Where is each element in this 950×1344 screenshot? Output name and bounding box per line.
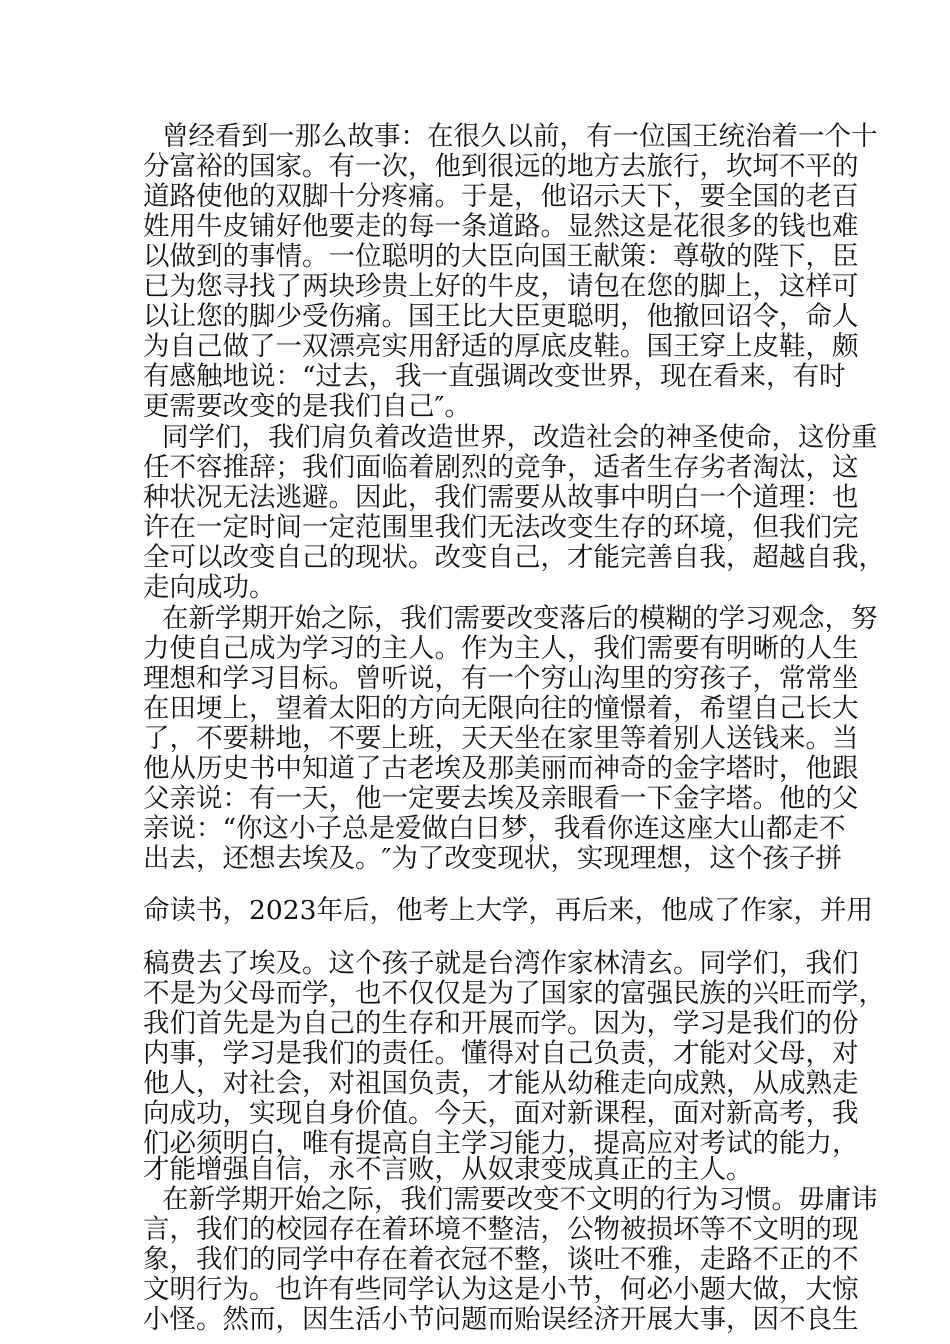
text-line: 文明行为。也许有些同学认为这是小节，何必小题大做，大惊: [143, 1274, 859, 1305]
text-line: 姓用牛皮铺好他要走的每一条道路。显然这是花很多的钱也难: [143, 211, 859, 242]
text-line: 他从历史书中知道了古老埃及那美丽而神奇的金字塔时，他跟: [143, 753, 859, 784]
text-line: 了，不要耕地，不要上班，天天坐在家里等着别人送钱来。当: [143, 723, 859, 754]
text-line: 更需要改变的是我们自己″。: [143, 391, 471, 422]
text-line: 以做到的事情。一位聪明的大臣向国王献策：尊敬的陛下，臣: [143, 241, 859, 272]
text-line: 向成功，实现自身价值。今天，面对新课程，面对新高考，我: [143, 1098, 859, 1129]
text-line: 父亲说：有一天，他一定要去埃及亲眼看一下金字塔。他的父: [143, 783, 859, 814]
text-line: 同学们，我们肩负着改造世界，改造社会的神圣使命，这份重: [162, 422, 878, 453]
text-line: 有感触地说：“过去，我一直强调改变世界，现在看来，有时: [143, 361, 846, 392]
text-line: 种状况无法逃避。因此，我们需要从故事中明白一个道理：也: [143, 482, 859, 513]
text-line: 亲说：“你这小子总是爱做白日梦，我看你连这座大山都走不: [143, 813, 846, 844]
text-line: 稿费去了埃及。这个孩子就是台湾作家林清玄。同学们，我们: [143, 948, 859, 979]
text-line: 任不容推辞；我们面临着剧烈的竞争，适者生存劣者淘汰，这: [143, 452, 859, 483]
text-line: 象，我们的同学中存在着衣冠不整，谈吐不雅，走路不正的不: [143, 1244, 859, 1275]
text-line: 在新学期开始之际，我们需要改变不文明的行为习惯。毋庸讳: [162, 1184, 878, 1215]
text-line: 内事，学习是我们的责任。懂得对自己负责，才能对父母，对: [143, 1038, 859, 1069]
text-line: 命读书，2023年后，他考上大学，再后来，他成了作家，并用: [143, 895, 873, 926]
text-line: 他人，对社会，对祖国负责，才能从幼稚走向成熟，从成熟走: [143, 1068, 859, 1099]
text-line: 分富裕的国家。有一次，他到很远的地方去旅行，坎坷不平的: [143, 151, 859, 182]
text-line: 全可以改变自己的现状。改变自己，才能完善自我，超越自我，: [143, 542, 885, 573]
text-line: 曾经看到一那么故事：在很久以前，有一位国王统治着一个十: [162, 121, 878, 152]
text-line: 不是为父母而学，也不仅仅是为了国家的富强民族的兴旺而学，: [143, 978, 885, 1009]
text-line: 出去，还想去埃及。″为了改变现状，实现理想，这个孩子拼: [143, 843, 842, 874]
text-line: 在新学期开始之际，我们需要改变落后的模糊的学习观念，努: [162, 603, 878, 634]
text-line: 我们首先是为自己的生存和开展而学。因为，学习是我们的份: [143, 1008, 859, 1039]
text-line: 在田埂上，望着太阳的方向无限向往的憧憬着，希望自己长大: [143, 693, 859, 724]
text-line: 为自己做了一双漂亮实用舒适的厚底皮鞋。国王穿上皮鞋，颇: [143, 331, 859, 362]
text-line: 道路使他的双脚十分疼痛。于是，他诏示天下，要全国的老百: [143, 181, 859, 212]
text-line: 走向成功。: [143, 572, 276, 603]
text-line: 已为您寻找了两块珍贵上好的牛皮，请包在您的脚上，这样可: [143, 271, 859, 302]
text-line: 们必须明白，唯有提高自主学习能力，提高应对考试的能力，: [143, 1128, 859, 1159]
text-line: 力使自己成为学习的主人。作为主人，我们需要有明晰的人生: [143, 633, 859, 664]
text-line: 以让您的脚少受伤痛。国王比大臣更聪明，他撤回诏令，命人: [143, 301, 859, 332]
text-line: 许在一定时间一定范围里我们无法改变生存的环境，但我们完: [143, 512, 859, 543]
text-line: 才能增强自信，永不言败，从奴隶变成真正的主人。: [143, 1154, 753, 1185]
text-line: 理想和学习目标。曾听说，有一个穷山沟里的穷孩子，常常坐: [143, 663, 859, 694]
text-line: 小怪。然而，因生活小节问题而贻误经济开展大事，因不良生: [143, 1304, 859, 1335]
text-line: 言，我们的校园存在着环境不整洁，公物被损坏等不文明的现: [143, 1214, 859, 1245]
